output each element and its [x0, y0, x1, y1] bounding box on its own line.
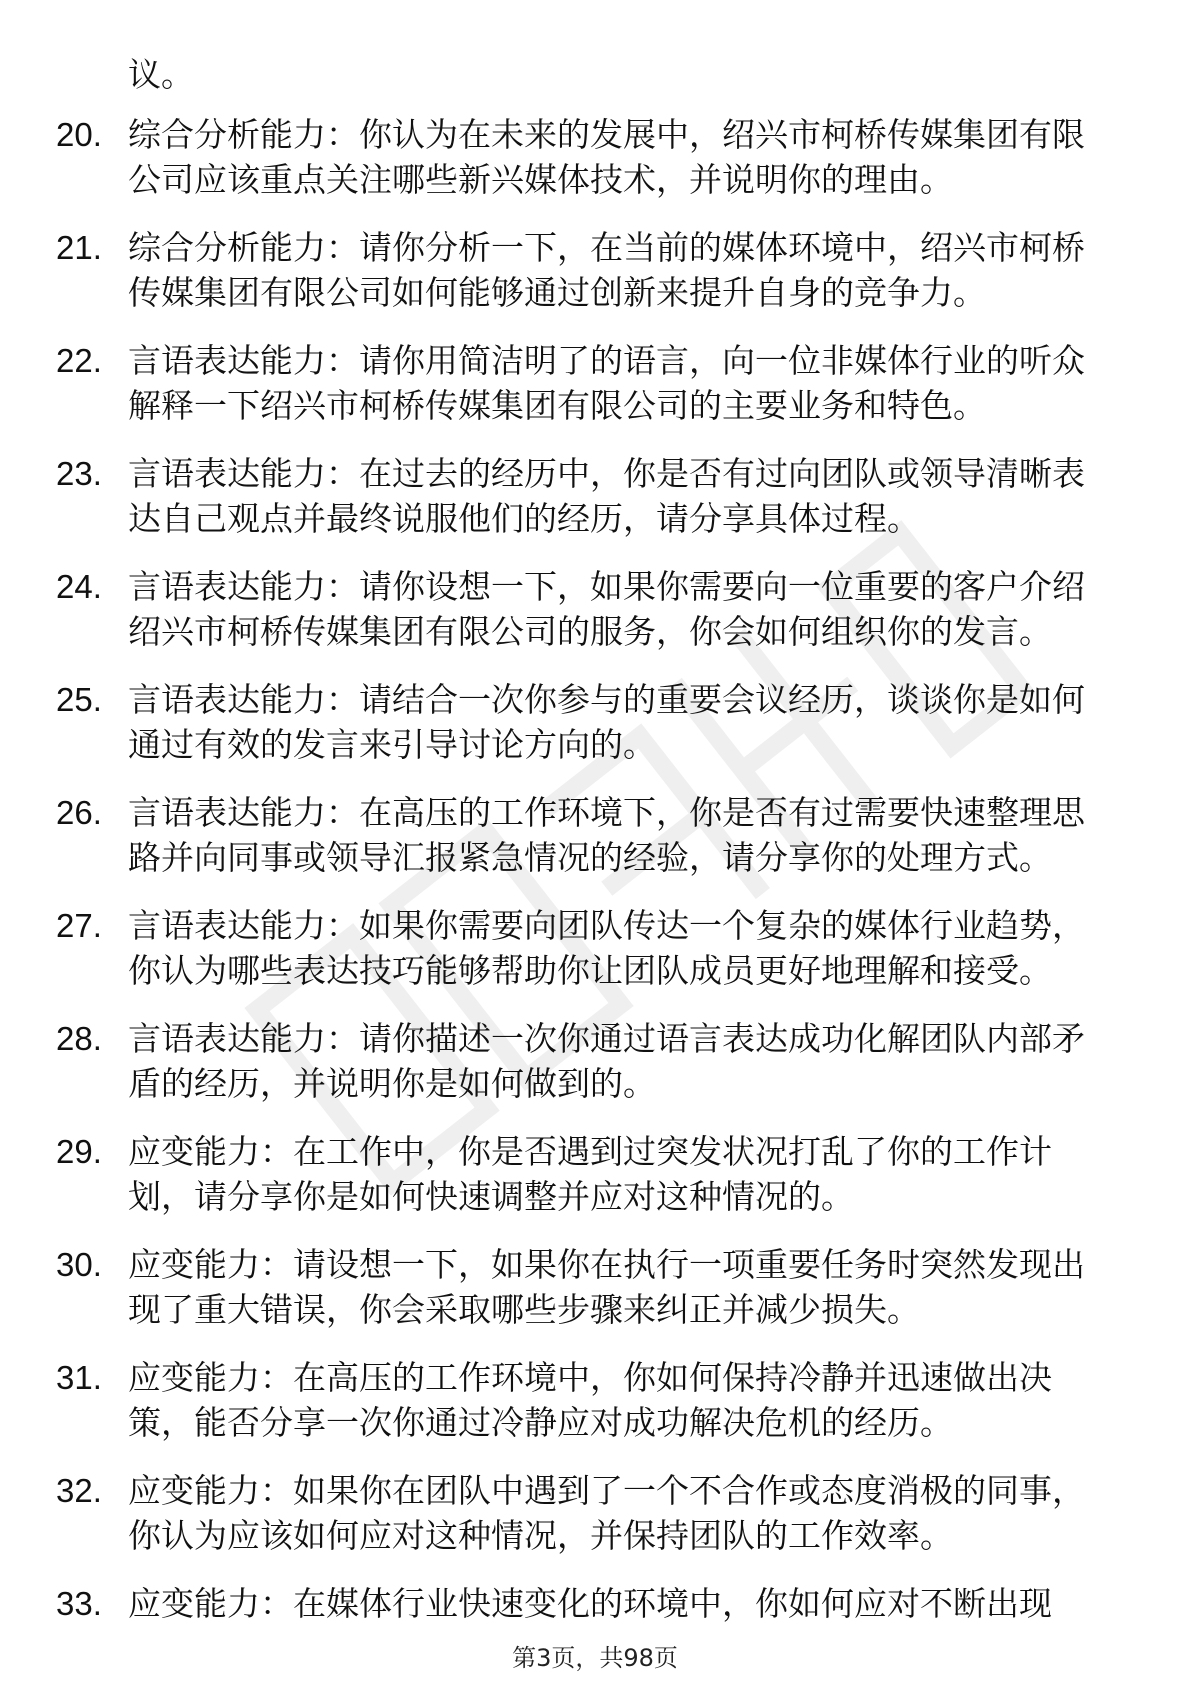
- question-item: [0, 1355, 1108, 1445]
- question-text: 言语表达能力：在过去的经历中，你是否有过向团队或领导清晰表达自己观点并最终说服他们的经历，请分享具体过程。: [128, 454, 1085, 538]
- question-text: 应变能力：在媒体行业快速变化的环境中，你如何应对不断出现: [128, 1584, 1052, 1623]
- question-number: 27.: [56, 907, 102, 944]
- question-item: [0, 677, 1108, 767]
- question-item: [0, 1581, 1108, 1626]
- question-number: 24.: [56, 568, 102, 605]
- question-text: 言语表达能力：如果你需要向团队传达一个复杂的媒体行业趋势，你认为哪些表达技巧能够帮助你让团队成员更好地理解和接受。: [128, 906, 1085, 990]
- question-item: [0, 1129, 1108, 1219]
- question-item: [0, 112, 1108, 202]
- question-text: 言语表达能力：请你设想一下，如果你需要向一位重要的客户介绍绍兴市柯桥传媒集团有限公司的服务，你会如何组织你的发言。: [128, 567, 1085, 651]
- question-number: 33.: [56, 1585, 102, 1622]
- question-number: 22.: [56, 342, 102, 379]
- question-text: 言语表达能力：请你描述一次你通过语言表达成功化解团队内部矛盾的经历，并说明你是如何做到的。: [128, 1019, 1085, 1103]
- question-item: [0, 1016, 1108, 1106]
- question-number: 29.: [56, 1133, 102, 1170]
- question-number: 21.: [56, 229, 102, 266]
- question-number: 32.: [56, 1472, 102, 1509]
- question-item: [0, 790, 1108, 880]
- question-item: [0, 903, 1108, 993]
- question-item: [0, 451, 1108, 541]
- question-text: 应变能力：在高压的工作环境中，你如何保持冷静并迅速做出决策，能否分享一次你通过冷静应对成功解决危机的经历。: [128, 1358, 1052, 1442]
- question-text: 应变能力：在工作中，你是否遇到过突发状况打乱了你的工作计划，请分享你是如何快速调整并应对这种情况的。: [128, 1132, 1052, 1216]
- page-footer: 第3页，共98页: [512, 1644, 678, 1672]
- question-list: [0, 112, 1190, 1649]
- question-text: 应变能力：请设想一下，如果你在执行一项重要任务时突然发现出现了重大错误，你会采取哪些步骤来纠正并减少损失。: [128, 1245, 1085, 1329]
- question-text: 应变能力：如果你在团队中遇到了一个不合作或态度消极的同事，你认为应该如何应对这种情况，并保持团队的工作效率。: [128, 1471, 1085, 1555]
- question-text: 言语表达能力：请你用简洁明了的语言，向一位非媒体行业的听众解释一下绍兴市柯桥传媒集团有限公司的主要业务和特色。: [128, 341, 1085, 425]
- question-number: 23.: [56, 455, 102, 492]
- question-text: 言语表达能力：在高压的工作环境下，你是否有过需要快速整理思路并向同事或领导汇报紧急情况的经验，请分享你的处理方式。: [128, 793, 1085, 877]
- question-number: 26.: [56, 794, 102, 831]
- question-number: 31.: [56, 1359, 102, 1396]
- question-item: [0, 1468, 1108, 1558]
- continuation-text: 议。: [128, 55, 194, 94]
- question-item: [0, 1242, 1108, 1332]
- question-item: [0, 225, 1108, 315]
- question-number: 20.: [56, 116, 102, 153]
- question-number: 30.: [56, 1246, 102, 1283]
- question-number: 25.: [56, 681, 102, 718]
- question-item: [0, 564, 1108, 654]
- question-text: 综合分析能力：请你分析一下，在当前的媒体环境中，绍兴市柯桥传媒集团有限公司如何能够通过创新来提升自身的竞争力。: [128, 228, 1085, 312]
- question-number: 28.: [56, 1020, 102, 1057]
- question-item: [0, 338, 1108, 428]
- question-text: 综合分析能力：你认为在未来的发展中，绍兴市柯桥传媒集团有限公司应该重点关注哪些新兴媒体技术，并说明你的理由。: [128, 115, 1085, 199]
- question-text: 言语表达能力：请结合一次你参与的重要会议经历，谈谈你是如何通过有效的发言来引导讨论方向的。: [128, 680, 1085, 764]
